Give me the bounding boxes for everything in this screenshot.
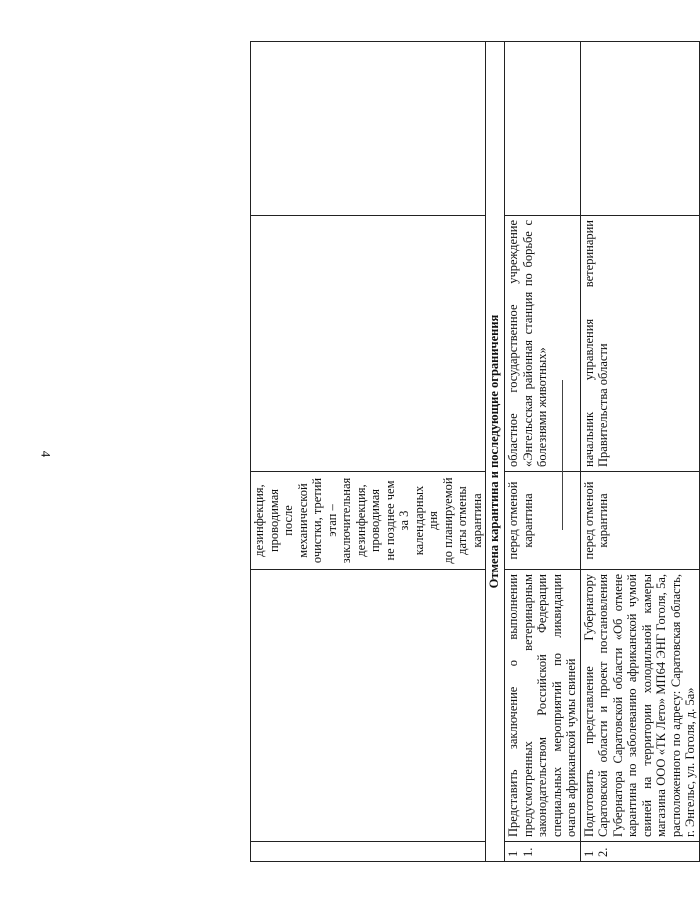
time-line: до планируемой — [440, 477, 455, 564]
action-cell: Представить заключение о выполнении предусмотренных ветеринарным законодательством Российской Федерации специальных мероприятий по ликвидации очагов африканской чумы свиней — [505, 570, 581, 842]
row-number: 11. — [505, 842, 581, 862]
time-line: механической — [295, 483, 310, 558]
rotated-table-container — [250, 42, 697, 862]
time-line: дня — [426, 511, 440, 530]
time-line: дезинфекция, — [252, 484, 266, 557]
table-row — [505, 42, 581, 862]
responsible-cell — [251, 216, 486, 472]
time-line: очистки, третий — [310, 477, 324, 564]
time-line: заключительная — [339, 477, 353, 564]
action-cell: Подготовить представление Губернатору Саратовской области и проект постановления Губернатора Саратовской области «Об отмене карантина по заболеванию африканской чумой свиней на территории холодильной камеры магазина ООО «ТК Лето» МП64 ЭНГ Гоголя, 5а, расположенного по адресу: Саратовская область, г. Энгельс, ул. Гоголя, д. 5а» — [580, 570, 699, 842]
row-number: 12. — [580, 842, 699, 862]
table-row — [580, 42, 699, 862]
page-number: 4 — [38, 450, 54, 458]
time-line: даты отмены — [455, 486, 469, 555]
time-cell — [251, 472, 486, 570]
time-line: не позднее чем — [382, 480, 397, 561]
time-line: этап – — [324, 504, 339, 537]
responsible-cell: начальник управления ветеринарии Правительства области — [580, 216, 699, 472]
responsible-cell: областное государственное учреждение «Энгельсская районная станция по борьбе с болезнями животных» — [505, 216, 581, 472]
time-line: дезинфекция, — [353, 484, 368, 557]
measures-table — [250, 41, 700, 862]
note-cell — [251, 42, 486, 216]
footnote-line — [562, 380, 563, 530]
action-cell — [251, 570, 486, 842]
time-cell: перед отменой карантина — [505, 472, 581, 570]
time-line: карантина — [469, 493, 484, 548]
table-row — [251, 42, 486, 862]
section-header-row — [486, 42, 505, 862]
note-cell — [580, 42, 699, 216]
section-header: Отмена карантина и последующие ограничения — [486, 42, 505, 862]
num-cell — [251, 842, 486, 862]
time-line: проводимая — [368, 488, 382, 553]
time-cell: перед отменой карантина — [580, 472, 699, 570]
time-line: проводимая после — [266, 488, 295, 553]
note-cell — [505, 42, 581, 216]
time-line: за 3 календарных — [397, 485, 426, 556]
